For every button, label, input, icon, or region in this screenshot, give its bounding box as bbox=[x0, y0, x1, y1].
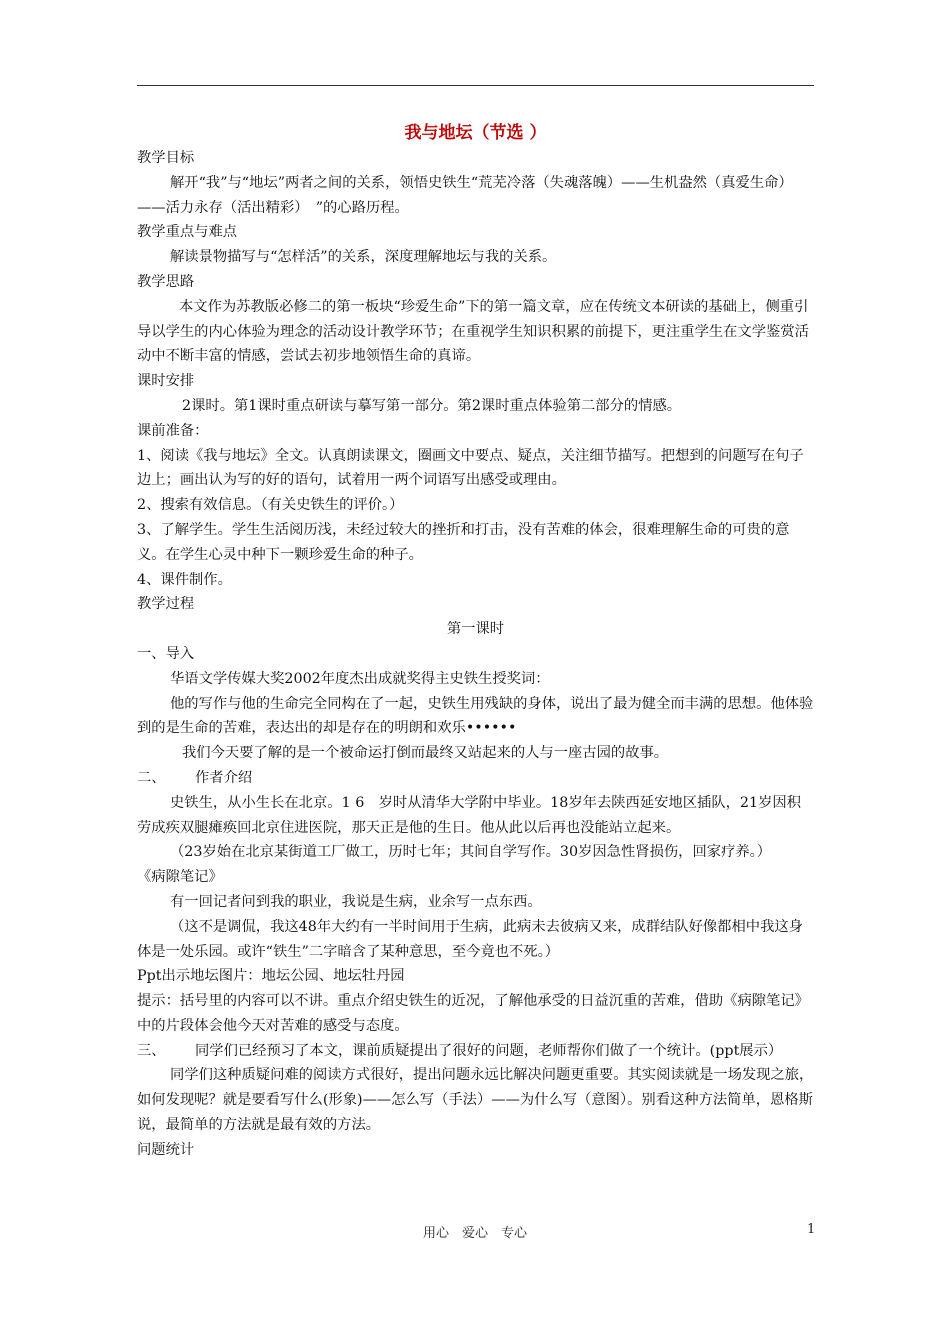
section-3-number: 三、 bbox=[137, 1042, 166, 1059]
section-1-paragraph-1: 华语文学传媒大奖2002年度杰出成就奖得主史铁生授奖词： bbox=[170, 670, 550, 687]
section-3-paragraph-1: 同学们已经预习了本文，课前质疑提出了很好的问题，老师帮你们做了一个统计。(ppt展示） bbox=[195, 1042, 783, 1059]
ppt-note: Ppt出示地坛图片：地坛公园、地坛牡丹园 bbox=[137, 968, 405, 985]
header-rule bbox=[137, 85, 814, 86]
heading-goal: 教学目标 bbox=[137, 150, 195, 166]
stat-heading: 问题统计 bbox=[137, 1141, 195, 1158]
section-1-heading: 一、导入 bbox=[137, 645, 195, 662]
document-body bbox=[137, 120, 814, 1163]
book-title: 《病隙笔记》 bbox=[137, 869, 223, 886]
lesson-one-heading: 第一课时 bbox=[446, 621, 505, 638]
heading-idea: 教学思路 bbox=[137, 273, 195, 290]
book-paragraph-1: 有一回记者问到我的职业，我说是生病，业余写一点东西。 bbox=[170, 893, 542, 910]
prep-item-1: 1、阅读《我与地坛》全文。认真朗读课文，圈画文中要点、疑点，关注细节描写。把想到的问题写在句子边上；画出认为写的好的语句，试着用一两个词语写出感受或理由。 bbox=[137, 447, 804, 489]
section-3 bbox=[137, 1039, 814, 1064]
prep-item-2: 2、搜索有效信息。（有关史铁生的评价。） bbox=[137, 497, 404, 514]
section-2-title: 作者介绍 bbox=[195, 769, 253, 786]
heading-time: 课时安排 bbox=[137, 373, 195, 390]
heading-prep: 课前准备： bbox=[137, 422, 209, 439]
section-1-paragraph-3: 我们今天要了解的是一个被命运打倒而最终又站起来的人与一座古园的故事。 bbox=[182, 745, 669, 762]
section-1-paragraph-2: 他的写作与他的生命完全同构在了一起，史铁生用残缺的身体，说出了最为健全而丰满的思想。他体验到的是生命的苦难，表达出的却是存在的明朗和欢乐•••••• bbox=[137, 695, 814, 737]
section-2-paragraph-1: 史铁生，从小生长在北京。1 6 岁时从清华大学附中毕业。18岁年去陕西延安地区插队，21岁因积劳成疾双腿瘫痪回北京住进医院，那天正是他的生日。他从此以后再也没能站立起来。 bbox=[137, 794, 801, 836]
tip-note: 提示：括号里的内容可以不讲。重点介绍史铁生的近况，了解他承受的日益沉重的苦难，借助《病隙笔记》中的片段体会他今天对苦难的感受与态度。 bbox=[137, 993, 809, 1034]
paragraph-idea: 本文作为苏教版必修二的第一板块“珍爱生命”下的第一篇文章，应在传统文本研读的基础上，侧重引导以学生的内心体验为理念的活动设计教学环节；在重视学生知识积累的前提下，更注重学生在文学鉴赏活动中不断丰富的情感，尝试去初步地领悟生命的真谛。 bbox=[137, 298, 809, 365]
section-2-heading bbox=[137, 766, 814, 791]
document-title: 我与地坛（节选 ） bbox=[404, 123, 547, 143]
paragraph-goal: 解开“我”与“地坛”两者之间的关系，领悟史铁生“荒芜冷落（失魂落魄）——生机盎然（真爱生命）——活力永存（活出精彩） ”的心路历程。 bbox=[137, 174, 793, 216]
paragraph-time: 2课时。第1课时重点研读与摹写第一部分。第2课时重点体验第二部分的情感。 bbox=[182, 397, 682, 414]
section-2-paragraph-2: （23岁始在北京某街道工厂做工，历时七年；其间自学写作。30岁因急性肾损伤，回家疗养。） bbox=[170, 844, 772, 861]
heading-key: 教学重点与难点 bbox=[137, 224, 238, 241]
prep-item-3: 3、了解学生。学生生活阅历浅，未经过较大的挫折和打击，没有苦难的体会，很难理解生命的可贵的意义。在学生心灵中种下一颗珍爱生命的种子。 bbox=[137, 521, 790, 563]
book-paragraph-2: （这不是调侃，我这48年大约有一半时间用于生病，此病未去彼病又来，成群结队好像都相中我这身体是一处乐园。或许“铁生”二字暗含了某种意思，至今竟也不死。） bbox=[137, 918, 803, 960]
page-number: 1 bbox=[807, 1222, 816, 1237]
section-2-number: 二、 bbox=[137, 769, 166, 786]
prep-item-4: 4、课件制作。 bbox=[137, 571, 232, 588]
heading-process: 教学过程 bbox=[137, 596, 195, 613]
section-3-paragraph-2: 同学们这种质疑问难的阅读方式很好，提出问题永远比解决问题更重要。其实阅读就是一场发现之旅，如何发现呢？就是要看写什么(形象)——怎么写（手法）——为什么写（意图）。别看这种方法简单，恩格斯说，最简单的方法就是最有效的方法。 bbox=[137, 1067, 814, 1134]
footer-text: 用心 爱心 专心 bbox=[422, 1226, 527, 1241]
paragraph-key: 解读景物描写与“怎样活”的关系，深度理解地坛与我的关系。 bbox=[170, 249, 557, 266]
